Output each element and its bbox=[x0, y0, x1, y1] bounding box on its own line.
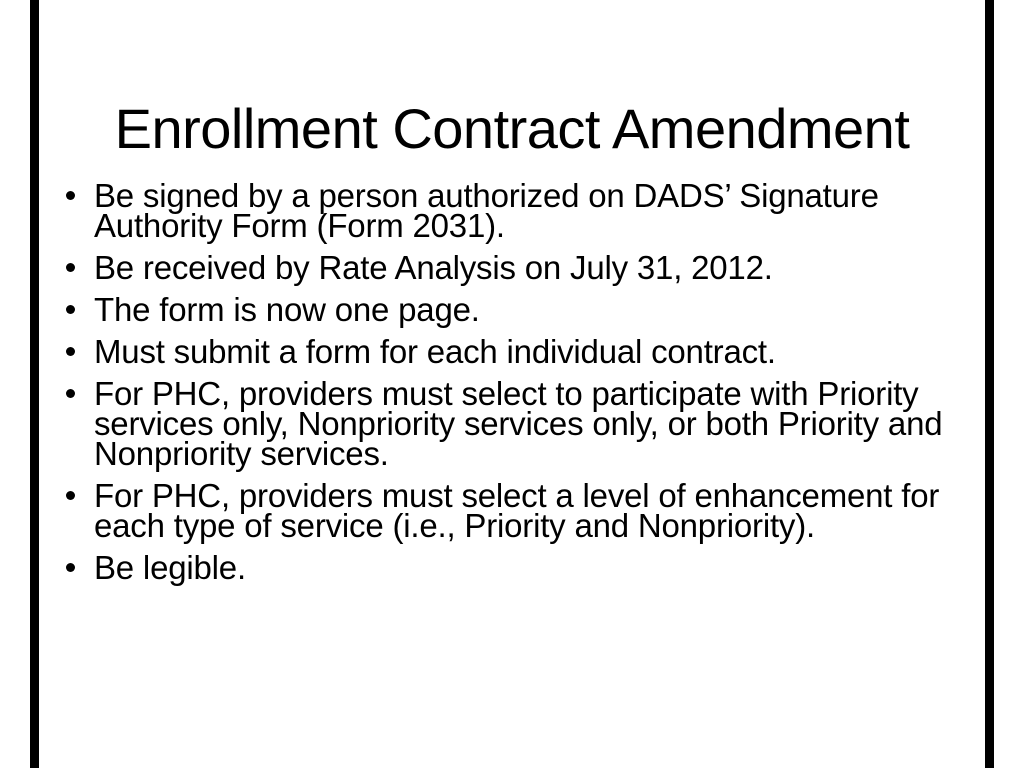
bullet-text: The form is now one page. bbox=[94, 291, 480, 328]
list-item bbox=[63, 291, 943, 328]
list-item bbox=[63, 375, 943, 472]
bullet-text: Be received by Rate Analysis on July 31, 2012. bbox=[94, 249, 773, 286]
bullet-text: Must submit a form for each individual contract. bbox=[94, 333, 776, 370]
bullet-icon bbox=[66, 491, 75, 500]
bullet-text: Be legible. bbox=[94, 549, 246, 586]
bullet-icon bbox=[66, 305, 75, 314]
bullet-list bbox=[63, 177, 943, 586]
bullet-text: For PHC, providers must select to participate with Priority services only, Nonpriority services only, or both Priority and Nonpriority services. bbox=[94, 375, 943, 472]
bullet-text: For PHC, providers must select a level of enhancement for each type of service (i.e., Priority and Nonpriority). bbox=[94, 477, 940, 544]
bullet-icon bbox=[66, 191, 75, 200]
bullet-icon bbox=[66, 263, 75, 272]
list-item bbox=[63, 477, 943, 544]
list-item bbox=[63, 549, 943, 586]
bullet-text: Be signed by a person authorized on DADS’ Signature Authority Form (Form 2031). bbox=[94, 177, 879, 244]
bullet-icon bbox=[66, 347, 75, 356]
page-title: Enrollment Contract Amendment bbox=[114, 96, 910, 160]
list-item bbox=[63, 333, 943, 370]
bullet-icon bbox=[66, 563, 75, 572]
bullet-icon bbox=[66, 389, 75, 398]
list-item bbox=[63, 249, 943, 286]
list-item bbox=[63, 177, 943, 244]
